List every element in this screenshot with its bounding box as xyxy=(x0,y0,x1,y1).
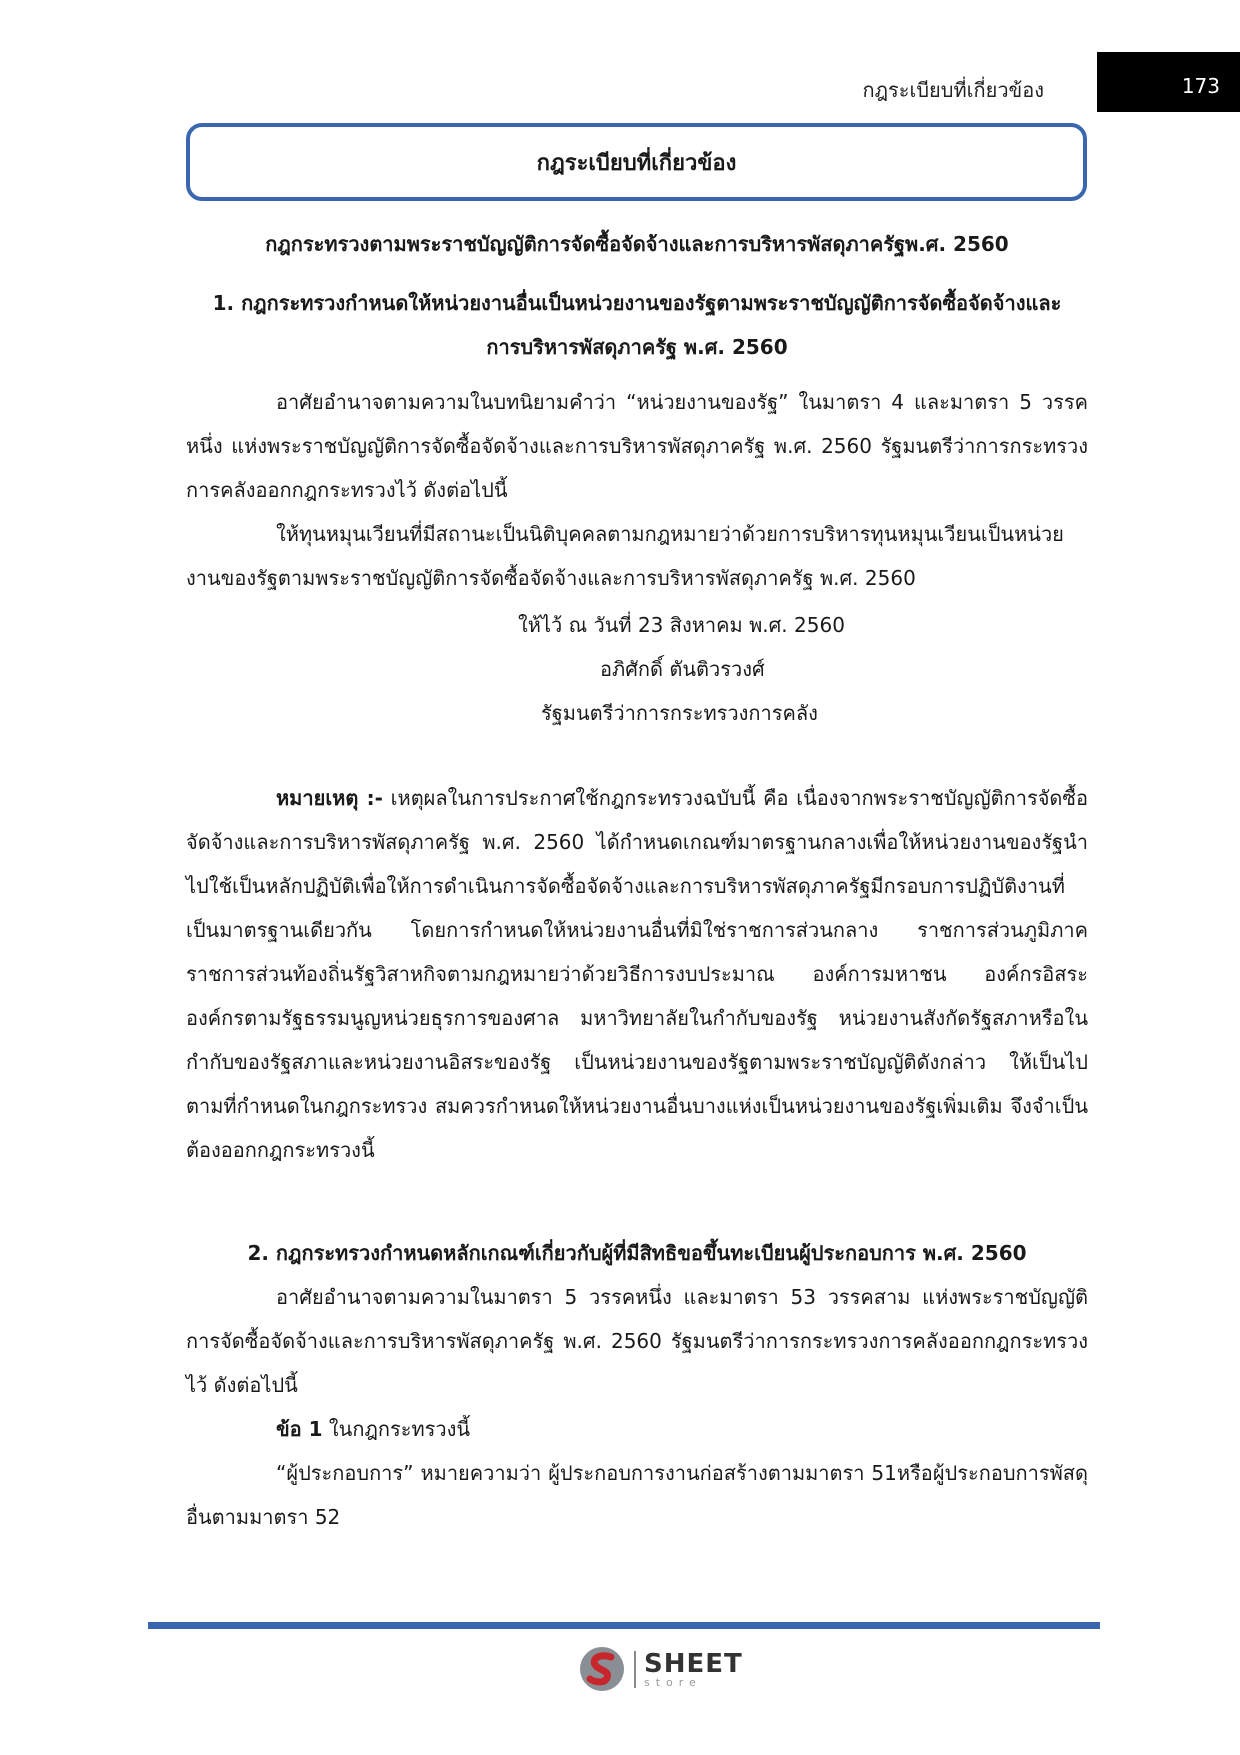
note-paragraph xyxy=(186,776,1088,1172)
given-date: ให้ไว้ ณ วันที่ 23 สิงหาคม พ.ศ. 2560 xyxy=(518,613,845,637)
section2-paragraph-1: อาศัยอำนาจตามความในมาตรา 5 วรรคหนึ่ง และมาตรา 53 วรรคสาม แห่งพระราชบัญญัติการจัดซื้อจัดจ้างและการบริหารพัสดุภาครัฐ พ.ศ. 2560 รัฐมนตรีว่าการกระทรวงการคลังออกกฎกระทรวงไว้ ดังต่อไปนี้ xyxy=(186,1285,1088,1397)
document-subtitle: กฎกระทรวงตามพระราชบัญญัติการจัดซื้อจัดจ้างและการบริหารพัสดุภาครัฐพ.ศ. 2560 xyxy=(265,232,1009,256)
definition-paragraph: “ผู้ประกอบการ” หมายความว่า ผู้ประกอบการงานก่อสร้างตามมาตรา 51หรือผู้ประกอบการพัสดุอื่นตามมาตรา 52 xyxy=(186,1461,1088,1529)
clause-1-text: ในกฎกระทรวงนี้ xyxy=(322,1417,471,1441)
note-text: เหตุผลในการประกาศใช้กฎกระทรวงฉบับนี้ คือ เนื่องจากพระราชบัญญัติการจัดซื้อจัดจ้างและการบริหารพัสดุภาครัฐ พ.ศ. 2560 ได้กำหนดเกณฑ์มาตรฐานกลางเพื่อให้หน่วยงานของรัฐนำไปใช้เป็นหลักปฏิบัติเพื่อให้การดำเนินการจัดซื้อจัดจ้างและการบริหารพัสดุภาครัฐมีกรอบการปฏิบัติงานที่เป็นมาตรฐานเดียวกัน โดยการกำหนดให้หน่วยงานอื่นที่มิใช่ราชการส่วนกลาง ราชการส่วนภูมิภาค ราชการส่วนท้องถิ่นรัฐวิสาหกิจตามกฎหมายว่าด้วยวิธีการงบประมาณ องค์การมหาชน องค์กรอิสระ องค์กรตามรัฐธรรมนูญหน่วยธุรการของศาล มหาวิทยาลัยในกำกับของรัฐ หน่วยงานสังกัดรัฐสภาหรือในกำกับของรัฐสภาและหน่วยงานอิสระของรัฐ เป็นหน่วยงานของรัฐตามพระราชบัญญัติดังกล่าว ให้เป็นไปตามที่กำหนดในกฎกระทรวง สมควรกำหนดให้หน่วยงานอื่นบางแห่งเป็นหน่วยงานของรัฐเพิ่มเติม จึงจำเป็นต้องออกกฎกระทรวงนี้ xyxy=(186,786,1088,1162)
sheet-store-logo-icon xyxy=(578,1645,626,1693)
clause-1 xyxy=(186,1407,1088,1451)
logo-text xyxy=(634,1648,743,1689)
signer-title: รัฐมนตรีว่าการกระทรวงการคลัง xyxy=(541,701,818,725)
footer-logo xyxy=(578,1645,743,1693)
section1-heading-line1: 1. กฎกระทรวงกำหนดให้หน่วยงานอื่นเป็นหน่วยงานของรัฐตามพระราชบัญญัติการจัดซื้อจัดจ้างและ xyxy=(212,291,1062,315)
section1-paragraph-2: ให้ทุนหมุนเวียนที่มีสถานะเป็นนิติบุคคลตามกฎหมายว่าด้วยการบริหารทุนหมุนเวียนเป็นหน่วยงานของรัฐตามพระราชบัญญัติการจัดซื้อจัดจ้างและการบริหารพัสดุภาครัฐ พ.ศ. 2560 xyxy=(186,522,1064,590)
footer-rule xyxy=(148,1622,1100,1629)
signer-name: อภิศักดิ์ ตันติวรวงศ์ xyxy=(600,657,765,681)
clause-1-label: ข้อ 1 xyxy=(276,1417,323,1441)
title-box-text: กฎระเบียบที่เกี่ยวข้อง xyxy=(536,150,737,176)
note-label: หมายเหตุ :- xyxy=(276,786,383,810)
section1-paragraph-1: อาศัยอำนาจตามความในบทนิยามคำว่า “หน่วยงานของรัฐ” ในมาตรา 4 และมาตรา 5 วรรคหนึ่ง แห่งพระราชบัญญัติการจัดซื้อจัดจ้างและการบริหารพัสดุภาครัฐ พ.ศ. 2560 รัฐมนตรีว่าการกระทรวงการคลังออกกฎกระทรวงไว้ ดังต่อไปนี้ xyxy=(186,390,1088,502)
section1-heading-line2: การบริหารพัสดุภาครัฐ พ.ศ. 2560 xyxy=(486,335,788,359)
header-section-title: กฎระเบียบที่เกี่ยวข้อง xyxy=(862,78,1044,102)
logo-sub-text: store xyxy=(644,1675,702,1689)
page-number: 173 xyxy=(1181,74,1220,98)
logo-main-text: SHEET xyxy=(644,1648,743,1679)
title-box xyxy=(186,123,1087,201)
section2-heading: 2. กฎกระทรวงกำหนดหลักเกณฑ์เกี่ยวกับผู้ที่มีสิทธิขอขึ้นทะเบียนผู้ประกอบการ พ.ศ. 2560 xyxy=(247,1241,1027,1265)
